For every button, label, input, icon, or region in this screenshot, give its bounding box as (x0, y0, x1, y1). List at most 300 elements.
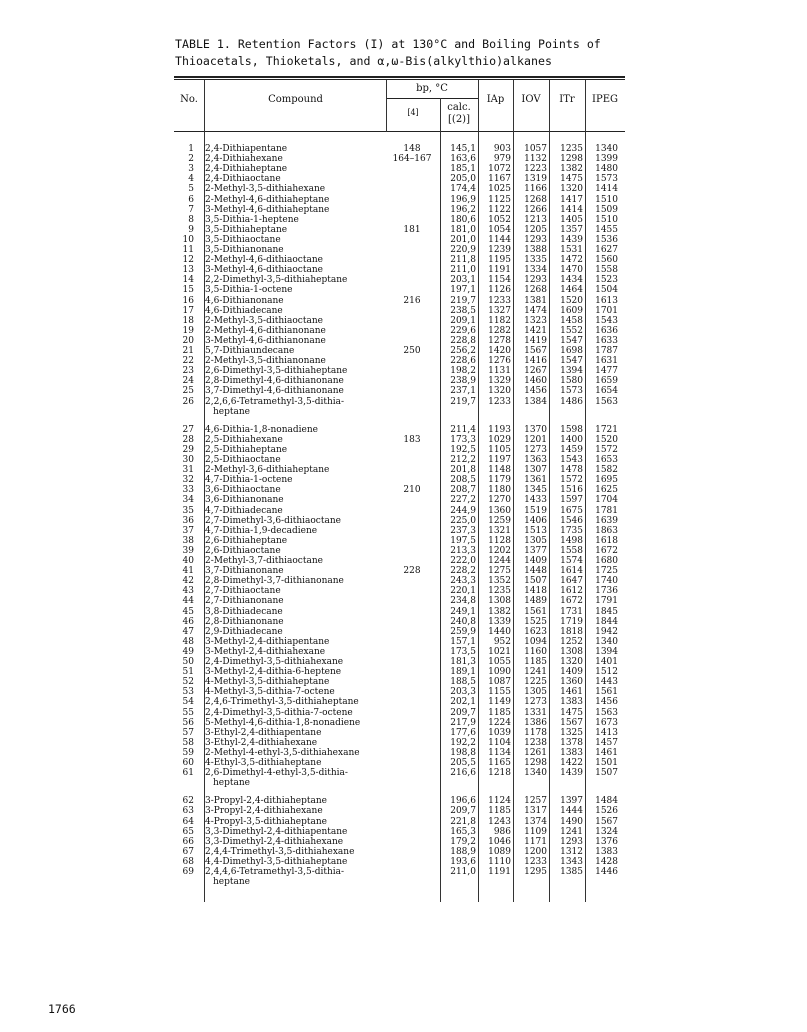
i-ap-value: 1087 (488, 677, 511, 688)
i-ov-value: 1205 (524, 224, 547, 235)
bp-calculated: 173,5 (450, 646, 476, 657)
row-number: 64 (182, 816, 194, 827)
table-row (174, 336, 625, 346)
i-ap-value: 1185 (488, 707, 511, 718)
bp-calculated: 180,6 (450, 214, 476, 225)
i-peg-value: 1399 (595, 154, 618, 165)
bp-calculated: 222,0 (450, 556, 476, 566)
i-peg-value: 1563 (595, 707, 618, 718)
i-ap-value: 1420 (488, 346, 511, 356)
row-number: 34 (182, 495, 194, 506)
bp-literature: 148 (403, 144, 421, 154)
table-row (174, 164, 625, 174)
i-ov-value: 1507 (524, 576, 547, 587)
table-row (174, 397, 625, 407)
table-row (174, 425, 625, 435)
row-number: 44 (182, 596, 194, 607)
table-row (174, 596, 625, 606)
i-ap-value: 1197 (488, 455, 511, 465)
i-ap-value: 1233 (488, 396, 511, 407)
compound-name: 2,4-Dithiaheptane (205, 164, 288, 175)
bp-calculated: 177,6 (450, 727, 476, 738)
i-ov-value: 1370 (524, 424, 547, 435)
i-tr-value: 1818 (560, 626, 583, 637)
i-peg-value: 1625 (595, 485, 618, 496)
i-peg-value: 1654 (595, 386, 618, 397)
compound-name: 2,6-Dimethyl-4-ethyl-3,5-dithia- (205, 768, 348, 779)
table-row (174, 255, 625, 265)
row-number: 26 (182, 396, 194, 407)
i-ov-value: 1335 (524, 255, 547, 266)
i-ap-value: 1029 (488, 434, 511, 445)
i-ov-value: 1377 (524, 545, 547, 556)
table-row (174, 506, 625, 516)
bp-calculated: 165,3 (450, 826, 476, 837)
i-peg-value: 1639 (595, 515, 618, 526)
table-row (174, 827, 625, 837)
bp-calculated: 192,2 (450, 737, 476, 748)
i-peg-value: 1863 (595, 525, 618, 536)
bp-calculated: 173,3 (450, 434, 476, 445)
row-number: 40 (182, 556, 194, 566)
row-number: 67 (182, 846, 194, 857)
i-tr-value: 1672 (560, 596, 583, 607)
i-ov-value: 1421 (524, 325, 547, 336)
bp-calculated: 240,8 (450, 616, 476, 627)
i-peg-value: 1457 (595, 737, 618, 748)
i-ov-value: 1109 (524, 826, 547, 837)
compound-name: 4-Propyl-3,5-dithiaheptane (205, 816, 327, 827)
i-ov-value: 1295 (524, 867, 547, 877)
i-tr-value: 1567 (560, 717, 583, 728)
table-row (174, 796, 625, 806)
i-tr-value: 1490 (560, 816, 583, 827)
i-tr-value: 1458 (560, 315, 583, 326)
i-tr-value: 1378 (560, 737, 583, 748)
compound-name: 2,5-Dithiaheptane (205, 444, 288, 455)
i-peg-value: 1523 (595, 275, 618, 286)
compound-name: 3-Methyl-2,4-dithiahexane (205, 646, 326, 657)
i-tr-value: 1552 (560, 325, 583, 336)
i-ap-value: 1185 (488, 806, 511, 817)
compound-name: 2-Methyl-3,5-dithianonane (205, 356, 326, 367)
i-ap-value: 1104 (488, 737, 511, 748)
compound-name: 2,9-Dithiadecane (205, 626, 283, 637)
compound-name: 4-Ethyl-3,5-dithiaheptane (205, 758, 322, 768)
compound-name: 2-Methyl-3,7-dithiaoctane (205, 556, 323, 566)
compound-name: 5-Methyl-4,6-dithia-1,8-nonadiene (205, 717, 361, 728)
header-i-peg: IPEG (592, 94, 618, 105)
i-ap-value: 1329 (488, 376, 511, 387)
i-ap-value: 1382 (488, 606, 511, 617)
table-row (174, 306, 625, 316)
i-peg-value: 1507 (595, 768, 618, 779)
i-ap-value: 1125 (488, 194, 511, 205)
i-ap-value: 1191 (488, 867, 511, 877)
i-peg-value: 1704 (595, 495, 618, 506)
row-number: 5 (188, 184, 194, 195)
i-ap-value: 1233 (488, 295, 511, 306)
i-tr-value: 1241 (560, 826, 583, 837)
row-number: 68 (182, 856, 194, 867)
table-row (174, 647, 625, 657)
i-ov-value: 1323 (524, 315, 547, 326)
i-ap-value: 1320 (488, 386, 511, 397)
i-peg-value: 1526 (595, 806, 618, 817)
table-row (174, 184, 625, 194)
i-peg-value: 1627 (595, 245, 618, 255)
bp-calculated: 212,2 (450, 455, 476, 465)
i-ov-value: 1266 (524, 204, 547, 215)
bp-calculated: 157,1 (450, 636, 476, 647)
row-number: 60 (182, 758, 194, 768)
bp-calculated: 196,6 (450, 796, 476, 807)
i-peg-value: 1512 (595, 667, 618, 678)
table-row (174, 817, 625, 827)
bp-calculated: 203,3 (450, 687, 476, 698)
i-peg-value: 1791 (595, 596, 618, 607)
table-row (174, 296, 625, 306)
i-ov-value: 1233 (524, 856, 547, 867)
i-ap-value: 1275 (488, 566, 511, 577)
i-ov-value: 1268 (524, 194, 547, 205)
i-ov-value: 1448 (524, 566, 547, 577)
i-ov-value: 1525 (524, 616, 547, 627)
header-compound: Compound (268, 94, 323, 105)
table-row (174, 245, 625, 255)
i-tr-value: 1475 (560, 707, 583, 718)
i-ov-value: 1225 (524, 677, 547, 688)
bp-literature: 181 (403, 224, 421, 235)
compound-name: 2,4-Dithiapentane (205, 144, 288, 154)
header-bp-calc-ref: [(2)] (448, 114, 470, 125)
row-number: 24 (182, 376, 194, 387)
bp-calculated: 189,1 (450, 667, 476, 678)
i-ov-value: 1460 (524, 376, 547, 387)
i-ap-value: 1327 (488, 305, 511, 316)
table-row (174, 806, 625, 816)
i-tr-value: 1325 (560, 727, 583, 738)
i-ap-value: 1167 (488, 174, 511, 185)
table-row (174, 637, 625, 647)
i-peg-value: 1659 (595, 376, 618, 387)
i-tr-value: 1459 (560, 444, 583, 455)
table-row (174, 174, 625, 184)
i-peg-value: 1477 (595, 366, 618, 377)
i-tr-value: 1719 (560, 616, 583, 627)
bp-calculated: 181,0 (450, 224, 476, 235)
row-number: 33 (182, 485, 194, 496)
i-ap-value: 1339 (488, 616, 511, 627)
row-number: 18 (182, 315, 194, 326)
i-tr-value: 1647 (560, 576, 583, 587)
bp-calculated: 237,1 (450, 386, 476, 397)
i-ov-value: 1489 (524, 596, 547, 607)
i-tr-value: 1235 (560, 144, 583, 154)
i-peg-value: 1695 (595, 475, 618, 486)
i-tr-value: 1400 (560, 434, 583, 445)
i-peg-value: 1443 (595, 677, 618, 688)
bp-calculated: 209,7 (450, 707, 476, 718)
bp-calculated: 216,6 (450, 768, 476, 779)
bp-subheader-rule (386, 98, 478, 99)
i-tr-value: 1360 (560, 677, 583, 688)
i-ov-value: 1419 (524, 335, 547, 346)
i-ap-value: 1149 (488, 697, 511, 708)
row-number: 3 (188, 164, 194, 175)
i-ap-value: 1021 (488, 646, 511, 657)
i-ap-value: 1144 (488, 234, 511, 245)
i-peg-value: 1844 (595, 616, 618, 627)
i-tr-value: 1597 (560, 495, 583, 506)
compound-name: 2-Methyl-3,5-dithiahexane (205, 184, 326, 195)
bp-calculated: 201,8 (450, 465, 476, 476)
i-peg-value: 1567 (595, 816, 618, 827)
row-number: 7 (188, 204, 194, 215)
bp-calculated: 203,1 (450, 275, 476, 286)
i-ap-value: 1218 (488, 768, 511, 779)
i-ov-value: 1298 (524, 758, 547, 768)
compound-name: 4,7-Dithiadecane (205, 505, 283, 516)
i-ap-value: 986 (493, 826, 511, 837)
table-row (174, 837, 625, 847)
i-peg-value: 1561 (595, 687, 618, 698)
i-ov-value: 1238 (524, 737, 547, 748)
i-ov-value: 1241 (524, 667, 547, 678)
i-ap-value: 1154 (488, 275, 511, 286)
compound-name: 2,7-Dimethyl-3,6-dithiaoctane (205, 515, 341, 526)
row-number: 45 (182, 606, 194, 617)
i-ap-value: 1180 (488, 485, 511, 496)
i-ap-value: 1124 (488, 796, 511, 807)
table-row (174, 607, 625, 617)
i-ov-value: 1305 (524, 535, 547, 546)
table-row (174, 677, 625, 687)
i-peg-value: 1414 (595, 184, 618, 195)
i-tr-value: 1486 (560, 396, 583, 407)
i-tr-value: 1614 (560, 566, 583, 577)
i-ov-value: 1416 (524, 356, 547, 367)
i-peg-value: 1401 (595, 657, 618, 667)
i-ov-value: 1345 (524, 485, 547, 496)
bp-calculated: 163,6 (450, 154, 476, 165)
row-number: 37 (182, 525, 194, 536)
i-ov-value: 1561 (524, 606, 547, 617)
row-number: 35 (182, 505, 194, 516)
row-number: 21 (182, 346, 194, 356)
table-row (174, 326, 625, 336)
table-row (174, 445, 625, 455)
i-tr-value: 1574 (560, 556, 583, 566)
i-ap-value: 1039 (488, 727, 511, 738)
table-row (174, 225, 625, 235)
i-ov-value: 1317 (524, 806, 547, 817)
row-number: 12 (182, 255, 194, 266)
i-tr-value: 1320 (560, 184, 583, 195)
compound-name-continuation: heptane (213, 406, 250, 417)
bp-calculated: 227,2 (450, 495, 476, 506)
row-number: 59 (182, 747, 194, 758)
i-ap-value: 1308 (488, 596, 511, 607)
i-tr-value: 1409 (560, 667, 583, 678)
i-ap-value: 1270 (488, 495, 511, 506)
i-ov-value: 1388 (524, 245, 547, 255)
row-number: 28 (182, 434, 194, 445)
bp-calculated: 221,8 (450, 816, 476, 827)
bp-calculated: 198,8 (450, 747, 476, 758)
row-number: 62 (182, 796, 194, 807)
i-ov-value: 1474 (524, 305, 547, 316)
table-row (174, 465, 625, 475)
header-i-tr: ITr (559, 94, 575, 105)
table-row (174, 536, 625, 546)
i-peg-value: 1672 (595, 545, 618, 556)
i-tr-value: 1394 (560, 366, 583, 377)
i-tr-value: 1383 (560, 747, 583, 758)
i-peg-value: 1340 (595, 144, 618, 154)
compound-name: 2,7-Dithianonane (205, 596, 284, 607)
bp-calculated: 217,9 (450, 717, 476, 728)
table-row (174, 205, 625, 215)
i-ap-value: 903 (493, 144, 511, 154)
compound-name: 2,6-Dithiaoctane (205, 545, 281, 556)
compound-name: 3-Methyl-4,6-dithianonane (205, 335, 326, 346)
i-ov-value: 1519 (524, 505, 547, 516)
i-tr-value: 1252 (560, 636, 583, 647)
i-peg-value: 1461 (595, 747, 618, 758)
i-peg-value: 1480 (595, 164, 618, 175)
table-row (174, 556, 625, 566)
bp-calculated: 196,2 (450, 204, 476, 215)
bp-calculated: 205,0 (450, 174, 476, 185)
bp-calculated: 220,9 (450, 245, 476, 255)
row-number: 65 (182, 826, 194, 837)
page-number: 1766 (48, 1002, 76, 1016)
row-number: 30 (182, 455, 194, 465)
i-peg-value: 1721 (595, 424, 618, 435)
bp-calculated: 211,0 (450, 867, 476, 877)
table-row (174, 847, 625, 857)
i-ap-value: 1224 (488, 717, 511, 728)
i-ap-value: 1191 (488, 265, 511, 276)
i-peg-value: 1740 (595, 576, 618, 587)
i-ap-value: 1052 (488, 214, 511, 225)
bp-calculated: 219,7 (450, 295, 476, 306)
i-ap-value: 1105 (488, 444, 511, 455)
i-tr-value: 1598 (560, 424, 583, 435)
i-ap-value: 1193 (488, 424, 511, 435)
i-ov-value: 1200 (524, 846, 547, 857)
compound-name: 4,6-Dithiadecane (205, 305, 283, 316)
compound-name: 3,6-Dithiaoctane (205, 485, 281, 496)
row-number: 13 (182, 265, 194, 276)
row-number: 2 (188, 154, 194, 165)
i-tr-value: 1573 (560, 386, 583, 397)
i-ov-value: 1273 (524, 444, 547, 455)
i-tr-value: 1472 (560, 255, 583, 266)
i-ov-value: 1213 (524, 214, 547, 225)
i-tr-value: 1308 (560, 646, 583, 657)
bp-calculated: 208,5 (450, 475, 476, 486)
row-number: 9 (188, 224, 194, 235)
bp-calculated: 238,9 (450, 376, 476, 387)
bp-calculated: 238,5 (450, 305, 476, 316)
table-row (174, 586, 625, 596)
i-peg-value: 1673 (595, 717, 618, 728)
table-row (174, 738, 625, 748)
i-ov-value: 1293 (524, 275, 547, 286)
table-row (174, 526, 625, 536)
row-number: 55 (182, 707, 194, 718)
i-peg-value: 1653 (595, 455, 618, 465)
i-ap-value: 1195 (488, 255, 511, 266)
bp-calculated: 192,5 (450, 444, 476, 455)
i-ap-value: 1122 (488, 204, 511, 215)
i-peg-value: 1633 (595, 335, 618, 346)
i-tr-value: 1343 (560, 856, 583, 867)
table-row (174, 265, 625, 275)
i-tr-value: 1547 (560, 356, 583, 367)
row-number: 50 (182, 657, 194, 667)
bp-literature: 216 (403, 295, 421, 306)
compound-name: 5,7-Dithiaundecane (205, 346, 295, 356)
i-tr-value: 1298 (560, 154, 583, 165)
i-peg-value: 1618 (595, 535, 618, 546)
row-number: 31 (182, 465, 194, 476)
i-ap-value: 1278 (488, 335, 511, 346)
i-peg-value: 1563 (595, 396, 618, 407)
bp-calculated: 196,9 (450, 194, 476, 205)
row-number: 47 (182, 626, 194, 637)
bp-calculated: 228,6 (450, 356, 476, 367)
row-number: 36 (182, 515, 194, 526)
compound-name: 3-Ethyl-2,4-dithiapentane (205, 727, 322, 738)
compound-name: 4,7-Dithia-1,9-decadiene (205, 525, 318, 536)
compound-name: 2,8-Dimethyl-3,7-dithianonane (205, 576, 344, 587)
i-ov-value: 1057 (524, 144, 547, 154)
bp-calculated: 209,1 (450, 315, 476, 326)
i-tr-value: 1439 (560, 768, 583, 779)
bp-calculated: 213,3 (450, 545, 476, 556)
compound-name: 3,3-Dimethyl-2,4-dithiahexane (205, 836, 344, 847)
compound-name: 2-Methyl-4,6-dithianonane (205, 325, 326, 336)
table-row (174, 857, 625, 867)
i-ap-value: 1134 (488, 747, 511, 758)
bp-calculated: 188,5 (450, 677, 476, 688)
i-ap-value: 1282 (488, 325, 511, 336)
i-ap-value: 1239 (488, 245, 511, 255)
i-ov-value: 1623 (524, 626, 547, 637)
bp-literature: 183 (403, 434, 421, 445)
bp-calculated: 198,2 (450, 366, 476, 377)
i-ov-value: 1261 (524, 747, 547, 758)
table-row (174, 566, 625, 576)
bp-calculated: 249,1 (450, 606, 476, 617)
bp-calculated: 234,8 (450, 596, 476, 607)
table-row (174, 768, 625, 778)
table-row (174, 697, 625, 707)
i-ov-value: 1305 (524, 687, 547, 698)
compound-name: 2,4-Dithiahexane (205, 154, 283, 165)
row-number: 25 (182, 386, 194, 397)
i-ov-value: 1406 (524, 515, 547, 526)
table-row (174, 215, 625, 225)
compound-name: 2-Methyl-4,6-dithiaoctane (205, 255, 323, 266)
bp-calculated: 220,1 (450, 586, 476, 597)
i-tr-value: 1464 (560, 285, 583, 296)
i-ap-value: 1090 (488, 667, 511, 678)
table-row (174, 485, 625, 495)
